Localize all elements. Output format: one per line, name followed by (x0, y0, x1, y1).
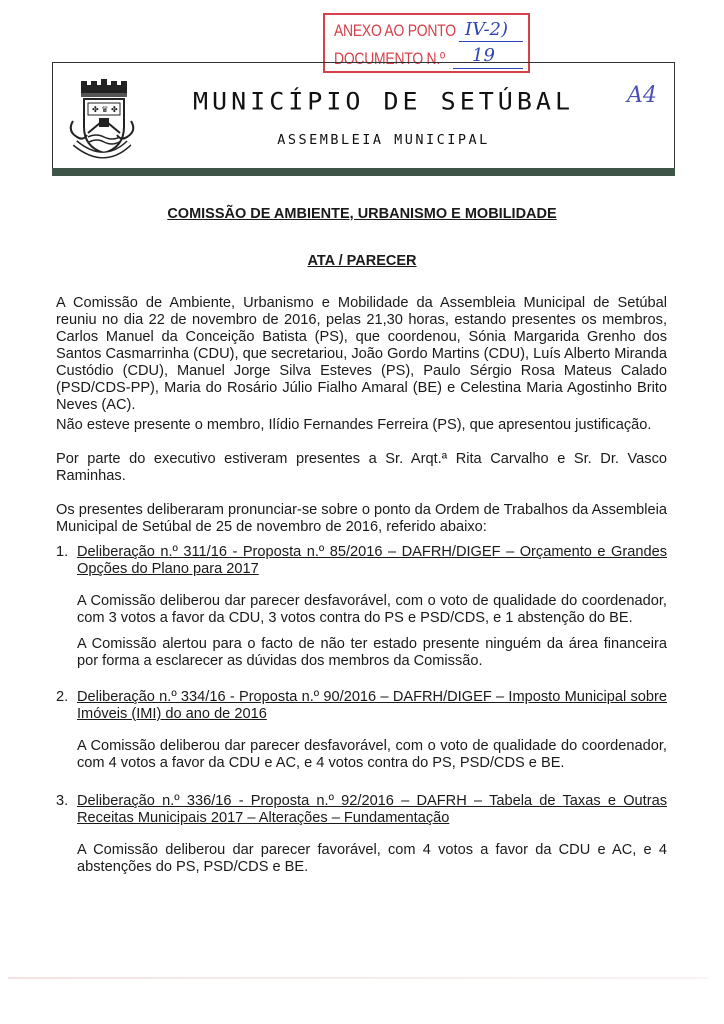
stamp-rule (459, 41, 523, 42)
letterhead (52, 62, 675, 172)
stamp-annex-label: ANEXO AO PONTO (334, 21, 456, 40)
item-paragraph: A Comissão deliberou dar parecer desfavorável, com o voto de qualidade do coordenador, com 3 votos a favor da CDU, 3 votos contra do PS e PSD/CDS, e 1 abstenção do BE. (77, 593, 667, 626)
item-paragraph: A Comissão alertou para o facto de não ter estado presente ninguém da área financeira por forma a esclarecer as dúvidas dos membros da Comissão. (77, 636, 667, 669)
item-number: 3. (56, 793, 69, 809)
handwritten-initials: A4 (627, 83, 657, 108)
item-number: 2. (56, 689, 69, 705)
item-paragraph: A Comissão deliberou dar parecer favorável, com 4 votos a favor da CDU e AC, e 4 abstenções do PS, PSD/CDS e BE. (77, 842, 667, 875)
item-heading: Deliberação n.º 311/16 - Proposta n.º 85/2016 – DAFRH/DIGEF – Orçamento e Grandes Opções do Plano para 2017 (77, 544, 667, 577)
item-paragraph: A Comissão deliberou dar parecer desfavorável, com o voto de qualidade do coordenador, com 4 votos a favor da CDU e AC, e 4 votos contra do PS, PSD/CDS e BE. (77, 738, 667, 771)
stamp-document-label: DOCUMENTO N.º (334, 49, 445, 68)
item-heading: Deliberação n.º 336/16 - Proposta n.º 92/2016 – DAFRH – Tabela de Taxas e Outras Receitas Municipais 2017 – Alterações – Fundamentação (77, 793, 667, 826)
header-divider-bar (52, 168, 675, 176)
scan-artifact-line (8, 977, 708, 979)
municipality-title: MUNICÍPIO DE SETÚBAL (192, 87, 575, 116)
stamp-annex-value: IV-2) (465, 19, 509, 40)
assembly-subtitle: ASSEMBLEIA MUNICIPAL (277, 132, 490, 148)
stamp-document-value: 19 (472, 45, 495, 66)
document-type-title: ATA / PARECER (307, 253, 417, 269)
svg-text:✤ ♛ ✤: ✤ ♛ ✤ (92, 105, 118, 114)
committee-title: COMISSÃO DE AMBIENTE, URBANISMO E MOBILIDADE (167, 206, 557, 222)
item-number: 1. (56, 544, 69, 560)
absence-paragraph: Não esteve presente o membro, Ilídio Fernandes Ferreira (PS), que apresentou justificação. (56, 417, 652, 433)
item-heading: Deliberação n.º 334/16 - Proposta n.º 90/2016 – DAFRH/DIGEF – Imposto Municipal sobre Imóveis (IMI) do ano de 2016 (77, 689, 667, 722)
intro-paragraph: A Comissão de Ambiente, Urbanismo e Mobilidade da Assembleia Municipal de Setúbal reuniu no dia 22 de novembro de 2016, pelas 21,30 horas, estando presentes os membros, Carlos Manuel da Conceição Batista (PS), que coordenou, Sónia Margarida Grenho dos Santos Casmarrinha (CDU), que secretariou, João Gordo Martins (CDU), Luís Alberto Miranda Custódio (CDU), Manuel Jorge Silva Esteves (PS), Paulo Sérgio Rosa Mateus Calado (PSD/CDS-PP), Maria do Rosário Júlio Fialho Amaral (BE) e Celestina Maria Agostinho Brito Neves (AC). (56, 295, 667, 413)
executive-paragraph: Por parte do executivo estiveram presentes a Sr. Arqt.ª Rita Carvalho e Sr. Dr. Vasco Raminhas. (56, 451, 667, 484)
agenda-intro-paragraph: Os presentes deliberaram pronunciar-se sobre o ponto da Ordem de Trabalhos da Assembleia Municipal de Setúbal de 25 de novembro de 2016, referido abaixo: (56, 502, 667, 535)
